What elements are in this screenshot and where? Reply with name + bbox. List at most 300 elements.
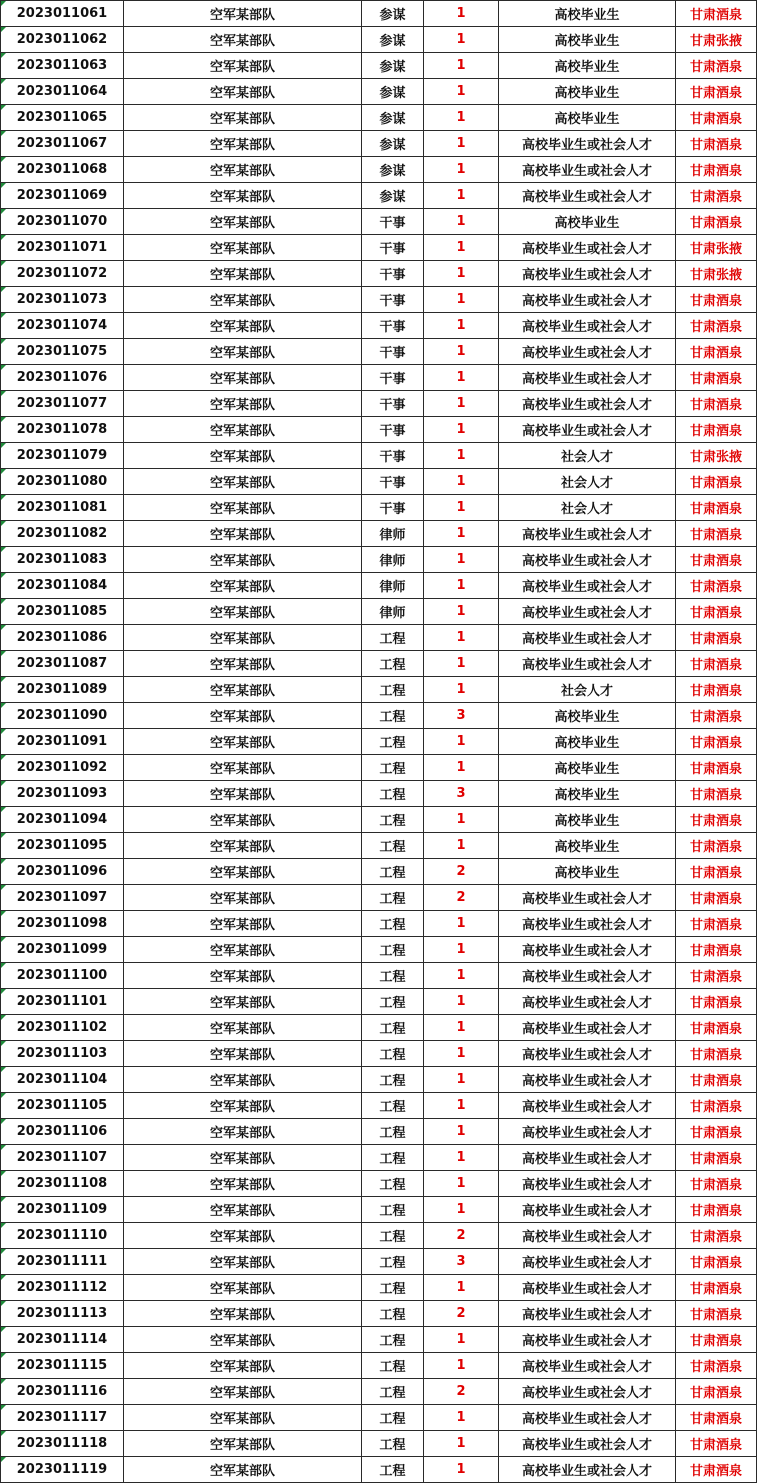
table-row [1, 417, 757, 443]
position-type-cell: 工程 [362, 729, 424, 755]
candidate-source-cell: 高校毕业生或社会人才 [499, 885, 676, 911]
headcount-cell: 1 [424, 157, 499, 183]
location-cell: 甘肃酒泉 [676, 157, 757, 183]
position-type-cell: 工程 [362, 911, 424, 937]
location-cell: 甘肃酒泉 [676, 1327, 757, 1353]
location-cell: 甘肃酒泉 [676, 885, 757, 911]
location-cell: 甘肃酒泉 [676, 963, 757, 989]
headcount-cell: 1 [424, 1041, 499, 1067]
position-code-cell: 2023011104 [1, 1067, 124, 1093]
table-row [1, 495, 757, 521]
position-type-cell: 干事 [362, 417, 424, 443]
location-cell: 甘肃酒泉 [676, 781, 757, 807]
position-code-cell: 2023011093 [1, 781, 124, 807]
candidate-source-cell: 高校毕业生或社会人才 [499, 963, 676, 989]
headcount-cell: 1 [424, 677, 499, 703]
position-type-cell: 工程 [362, 755, 424, 781]
location-cell: 甘肃酒泉 [676, 521, 757, 547]
headcount-cell: 1 [424, 79, 499, 105]
unit-name-cell: 空军某部队 [124, 131, 362, 157]
unit-name-cell: 空军某部队 [124, 79, 362, 105]
position-code-cell: 2023011115 [1, 1353, 124, 1379]
table-row [1, 1015, 757, 1041]
unit-name-cell: 空军某部队 [124, 261, 362, 287]
position-code-cell: 2023011107 [1, 1145, 124, 1171]
position-type-cell: 干事 [362, 313, 424, 339]
position-type-cell: 工程 [362, 703, 424, 729]
position-type-cell: 干事 [362, 443, 424, 469]
table-row [1, 391, 757, 417]
unit-name-cell: 空军某部队 [124, 1067, 362, 1093]
position-code-cell: 2023011073 [1, 287, 124, 313]
unit-name-cell: 空军某部队 [124, 1249, 362, 1275]
table-row [1, 1093, 757, 1119]
headcount-cell: 1 [424, 1093, 499, 1119]
table-row [1, 1405, 757, 1431]
candidate-source-cell: 高校毕业生 [499, 729, 676, 755]
headcount-cell: 2 [424, 859, 499, 885]
headcount-cell: 3 [424, 781, 499, 807]
candidate-source-cell: 高校毕业生或社会人才 [499, 131, 676, 157]
location-cell: 甘肃酒泉 [676, 1431, 757, 1457]
location-cell: 甘肃酒泉 [676, 651, 757, 677]
location-cell: 甘肃酒泉 [676, 755, 757, 781]
unit-name-cell: 空军某部队 [124, 677, 362, 703]
table-row [1, 27, 757, 53]
position-code-cell: 2023011076 [1, 365, 124, 391]
location-cell: 甘肃张掖 [676, 27, 757, 53]
location-cell: 甘肃酒泉 [676, 365, 757, 391]
candidate-source-cell: 高校毕业生 [499, 209, 676, 235]
position-code-cell: 2023011091 [1, 729, 124, 755]
table-row [1, 625, 757, 651]
position-code-cell: 2023011106 [1, 1119, 124, 1145]
position-type-cell: 工程 [362, 1223, 424, 1249]
position-code-cell: 2023011068 [1, 157, 124, 183]
table-row [1, 755, 757, 781]
candidate-source-cell: 高校毕业生 [499, 105, 676, 131]
candidate-source-cell: 高校毕业生或社会人才 [499, 1015, 676, 1041]
position-type-cell: 工程 [362, 625, 424, 651]
unit-name-cell: 空军某部队 [124, 1145, 362, 1171]
position-code-cell: 2023011064 [1, 79, 124, 105]
candidate-source-cell: 高校毕业生或社会人才 [499, 339, 676, 365]
position-code-cell: 2023011095 [1, 833, 124, 859]
table-row [1, 1171, 757, 1197]
table-row [1, 781, 757, 807]
position-type-cell: 干事 [362, 235, 424, 261]
candidate-source-cell: 高校毕业生或社会人才 [499, 1431, 676, 1457]
position-type-cell: 工程 [362, 833, 424, 859]
table-row [1, 937, 757, 963]
unit-name-cell: 空军某部队 [124, 651, 362, 677]
headcount-cell: 1 [424, 1145, 499, 1171]
headcount-cell: 1 [424, 989, 499, 1015]
headcount-cell: 2 [424, 1379, 499, 1405]
unit-name-cell: 空军某部队 [124, 989, 362, 1015]
table-row [1, 1119, 757, 1145]
table-row [1, 1457, 757, 1483]
table-row [1, 885, 757, 911]
position-type-cell: 工程 [362, 1405, 424, 1431]
headcount-cell: 1 [424, 1353, 499, 1379]
table-row [1, 339, 757, 365]
location-cell: 甘肃酒泉 [676, 1015, 757, 1041]
candidate-source-cell: 高校毕业生或社会人才 [499, 573, 676, 599]
candidate-source-cell: 高校毕业生或社会人才 [499, 599, 676, 625]
location-cell: 甘肃酒泉 [676, 391, 757, 417]
position-type-cell: 工程 [362, 1171, 424, 1197]
location-cell: 甘肃酒泉 [676, 1353, 757, 1379]
location-cell: 甘肃酒泉 [676, 131, 757, 157]
unit-name-cell: 空军某部队 [124, 27, 362, 53]
location-cell: 甘肃酒泉 [676, 1223, 757, 1249]
unit-name-cell: 空军某部队 [124, 625, 362, 651]
headcount-cell: 1 [424, 27, 499, 53]
headcount-cell: 1 [424, 599, 499, 625]
table-row [1, 105, 757, 131]
position-code-cell: 2023011111 [1, 1249, 124, 1275]
candidate-source-cell: 高校毕业生 [499, 781, 676, 807]
headcount-cell: 1 [424, 625, 499, 651]
unit-name-cell: 空军某部队 [124, 911, 362, 937]
table-row [1, 1197, 757, 1223]
table-row [1, 1223, 757, 1249]
unit-name-cell: 空军某部队 [124, 1171, 362, 1197]
position-type-cell: 工程 [362, 963, 424, 989]
position-code-cell: 2023011114 [1, 1327, 124, 1353]
position-type-cell: 工程 [362, 1379, 424, 1405]
table-row [1, 1379, 757, 1405]
candidate-source-cell: 社会人才 [499, 677, 676, 703]
headcount-cell: 1 [424, 313, 499, 339]
location-cell: 甘肃酒泉 [676, 105, 757, 131]
position-code-cell: 2023011109 [1, 1197, 124, 1223]
candidate-source-cell: 高校毕业生或社会人才 [499, 651, 676, 677]
headcount-cell: 1 [424, 209, 499, 235]
position-code-cell: 2023011116 [1, 1379, 124, 1405]
table-row [1, 261, 757, 287]
table-row [1, 443, 757, 469]
candidate-source-cell: 高校毕业生或社会人才 [499, 1119, 676, 1145]
unit-name-cell: 空军某部队 [124, 1015, 362, 1041]
location-cell: 甘肃酒泉 [676, 859, 757, 885]
candidate-source-cell: 高校毕业生或社会人才 [499, 1327, 676, 1353]
position-type-cell: 工程 [362, 1119, 424, 1145]
candidate-source-cell: 高校毕业生或社会人才 [499, 1301, 676, 1327]
position-type-cell: 干事 [362, 365, 424, 391]
position-type-cell: 干事 [362, 495, 424, 521]
position-code-cell: 2023011092 [1, 755, 124, 781]
unit-name-cell: 空军某部队 [124, 365, 362, 391]
table-row [1, 729, 757, 755]
headcount-cell: 1 [424, 521, 499, 547]
position-code-cell: 2023011065 [1, 105, 124, 131]
table-row [1, 131, 757, 157]
position-code-cell: 2023011090 [1, 703, 124, 729]
position-type-cell: 工程 [362, 1249, 424, 1275]
candidate-source-cell: 高校毕业生或社会人才 [499, 261, 676, 287]
unit-name-cell: 空军某部队 [124, 937, 362, 963]
location-cell: 甘肃张掖 [676, 443, 757, 469]
location-cell: 甘肃酒泉 [676, 1457, 757, 1483]
position-code-cell: 2023011074 [1, 313, 124, 339]
headcount-cell: 1 [424, 391, 499, 417]
headcount-cell: 1 [424, 1197, 499, 1223]
location-cell: 甘肃酒泉 [676, 599, 757, 625]
candidate-source-cell: 高校毕业生或社会人才 [499, 1145, 676, 1171]
table-row [1, 53, 757, 79]
location-cell: 甘肃酒泉 [676, 183, 757, 209]
table-row [1, 313, 757, 339]
position-type-cell: 参谋 [362, 105, 424, 131]
headcount-cell: 1 [424, 183, 499, 209]
candidate-source-cell: 社会人才 [499, 495, 676, 521]
table-row [1, 1275, 757, 1301]
position-type-cell: 工程 [362, 937, 424, 963]
table-row [1, 1, 757, 27]
headcount-cell: 1 [424, 1171, 499, 1197]
candidate-source-cell: 高校毕业生或社会人才 [499, 625, 676, 651]
candidate-source-cell: 高校毕业生或社会人才 [499, 391, 676, 417]
headcount-cell: 1 [424, 1015, 499, 1041]
candidate-source-cell: 高校毕业生 [499, 807, 676, 833]
position-type-cell: 律师 [362, 547, 424, 573]
unit-name-cell: 空军某部队 [124, 755, 362, 781]
location-cell: 甘肃酒泉 [676, 729, 757, 755]
position-code-cell: 2023011082 [1, 521, 124, 547]
unit-name-cell: 空军某部队 [124, 781, 362, 807]
position-type-cell: 工程 [362, 1275, 424, 1301]
table-row [1, 833, 757, 859]
location-cell: 甘肃酒泉 [676, 573, 757, 599]
candidate-source-cell: 高校毕业生或社会人才 [499, 417, 676, 443]
candidate-source-cell: 高校毕业生或社会人才 [499, 937, 676, 963]
position-code-cell: 2023011086 [1, 625, 124, 651]
position-type-cell: 工程 [362, 1431, 424, 1457]
unit-name-cell: 空军某部队 [124, 53, 362, 79]
table-row [1, 859, 757, 885]
headcount-cell: 1 [424, 365, 499, 391]
position-code-cell: 2023011119 [1, 1457, 124, 1483]
table-row [1, 235, 757, 261]
headcount-cell: 1 [424, 417, 499, 443]
candidate-source-cell: 高校毕业生或社会人才 [499, 1249, 676, 1275]
candidate-source-cell: 高校毕业生或社会人才 [499, 287, 676, 313]
unit-name-cell: 空军某部队 [124, 963, 362, 989]
candidate-source-cell: 高校毕业生 [499, 833, 676, 859]
position-code-cell: 2023011118 [1, 1431, 124, 1457]
headcount-cell: 3 [424, 703, 499, 729]
headcount-cell: 1 [424, 443, 499, 469]
location-cell: 甘肃酒泉 [676, 625, 757, 651]
table-row [1, 703, 757, 729]
unit-name-cell: 空军某部队 [124, 287, 362, 313]
unit-name-cell: 空军某部队 [124, 573, 362, 599]
position-code-cell: 2023011117 [1, 1405, 124, 1431]
headcount-cell: 1 [424, 1, 499, 27]
location-cell: 甘肃张掖 [676, 235, 757, 261]
position-type-cell: 工程 [362, 651, 424, 677]
headcount-cell: 1 [424, 937, 499, 963]
unit-name-cell: 空军某部队 [124, 599, 362, 625]
position-type-cell: 工程 [362, 677, 424, 703]
headcount-cell: 2 [424, 885, 499, 911]
position-type-cell: 工程 [362, 1093, 424, 1119]
location-cell: 甘肃酒泉 [676, 339, 757, 365]
position-code-cell: 2023011108 [1, 1171, 124, 1197]
location-cell: 甘肃酒泉 [676, 677, 757, 703]
headcount-cell: 1 [424, 729, 499, 755]
position-code-cell: 2023011070 [1, 209, 124, 235]
candidate-source-cell: 高校毕业生 [499, 27, 676, 53]
position-type-cell: 参谋 [362, 53, 424, 79]
unit-name-cell: 空军某部队 [124, 521, 362, 547]
candidate-source-cell: 高校毕业生或社会人才 [499, 989, 676, 1015]
position-code-cell: 2023011101 [1, 989, 124, 1015]
table-row [1, 1145, 757, 1171]
table-row [1, 469, 757, 495]
position-type-cell: 干事 [362, 261, 424, 287]
unit-name-cell: 空军某部队 [124, 1327, 362, 1353]
headcount-cell: 1 [424, 469, 499, 495]
candidate-source-cell: 社会人才 [499, 443, 676, 469]
position-code-cell: 2023011080 [1, 469, 124, 495]
position-type-cell: 工程 [362, 1197, 424, 1223]
position-type-cell: 干事 [362, 287, 424, 313]
position-code-cell: 2023011077 [1, 391, 124, 417]
location-cell: 甘肃酒泉 [676, 1067, 757, 1093]
position-code-cell: 2023011103 [1, 1041, 124, 1067]
unit-name-cell: 空军某部队 [124, 209, 362, 235]
position-type-cell: 工程 [362, 807, 424, 833]
position-code-cell: 2023011078 [1, 417, 124, 443]
headcount-cell: 1 [424, 911, 499, 937]
unit-name-cell: 空军某部队 [124, 313, 362, 339]
unit-name-cell: 空军某部队 [124, 495, 362, 521]
location-cell: 甘肃酒泉 [676, 703, 757, 729]
position-type-cell: 参谋 [362, 27, 424, 53]
headcount-cell: 1 [424, 1275, 499, 1301]
unit-name-cell: 空军某部队 [124, 1431, 362, 1457]
table-row [1, 1431, 757, 1457]
unit-name-cell: 空军某部队 [124, 235, 362, 261]
headcount-cell: 3 [424, 1249, 499, 1275]
position-code-cell: 2023011071 [1, 235, 124, 261]
position-code-cell: 2023011067 [1, 131, 124, 157]
position-type-cell: 干事 [362, 209, 424, 235]
location-cell: 甘肃酒泉 [676, 1119, 757, 1145]
candidate-source-cell: 高校毕业生 [499, 755, 676, 781]
position-code-cell: 2023011087 [1, 651, 124, 677]
headcount-cell: 1 [424, 105, 499, 131]
candidate-source-cell: 高校毕业生或社会人才 [499, 547, 676, 573]
table-row [1, 183, 757, 209]
candidate-source-cell: 高校毕业生或社会人才 [499, 313, 676, 339]
headcount-cell: 1 [424, 833, 499, 859]
location-cell: 甘肃酒泉 [676, 1, 757, 27]
position-code-cell: 2023011094 [1, 807, 124, 833]
headcount-cell: 1 [424, 1327, 499, 1353]
location-cell: 甘肃酒泉 [676, 1405, 757, 1431]
headcount-cell: 1 [424, 1067, 499, 1093]
unit-name-cell: 空军某部队 [124, 1301, 362, 1327]
headcount-cell: 2 [424, 1223, 499, 1249]
location-cell: 甘肃酒泉 [676, 1301, 757, 1327]
unit-name-cell: 空军某部队 [124, 807, 362, 833]
table-row [1, 1327, 757, 1353]
unit-name-cell: 空军某部队 [124, 443, 362, 469]
unit-name-cell: 空军某部队 [124, 833, 362, 859]
table-body [1, 1, 757, 1483]
candidate-source-cell: 高校毕业生或社会人才 [499, 1223, 676, 1249]
candidate-source-cell: 高校毕业生或社会人才 [499, 1275, 676, 1301]
candidate-source-cell: 高校毕业生 [499, 1, 676, 27]
unit-name-cell: 空军某部队 [124, 1041, 362, 1067]
position-type-cell: 工程 [362, 859, 424, 885]
table-row [1, 365, 757, 391]
candidate-source-cell: 高校毕业生或社会人才 [499, 1197, 676, 1223]
candidate-source-cell: 高校毕业生或社会人才 [499, 1379, 676, 1405]
table-row [1, 157, 757, 183]
unit-name-cell: 空军某部队 [124, 1, 362, 27]
unit-name-cell: 空军某部队 [124, 1379, 362, 1405]
position-code-cell: 2023011099 [1, 937, 124, 963]
headcount-cell: 1 [424, 235, 499, 261]
position-code-cell: 2023011072 [1, 261, 124, 287]
location-cell: 甘肃酒泉 [676, 1379, 757, 1405]
position-type-cell: 干事 [362, 469, 424, 495]
table-row [1, 963, 757, 989]
candidate-source-cell: 高校毕业生或社会人才 [499, 1353, 676, 1379]
location-cell: 甘肃酒泉 [676, 209, 757, 235]
headcount-cell: 1 [424, 53, 499, 79]
position-code-cell: 2023011110 [1, 1223, 124, 1249]
unit-name-cell: 空军某部队 [124, 547, 362, 573]
headcount-cell: 1 [424, 339, 499, 365]
position-type-cell: 工程 [362, 989, 424, 1015]
position-code-cell: 2023011105 [1, 1093, 124, 1119]
position-type-cell: 工程 [362, 1041, 424, 1067]
position-type-cell: 工程 [362, 1301, 424, 1327]
position-type-cell: 参谋 [362, 1, 424, 27]
location-cell: 甘肃酒泉 [676, 1249, 757, 1275]
candidate-source-cell: 高校毕业生或社会人才 [499, 911, 676, 937]
unit-name-cell: 空军某部队 [124, 339, 362, 365]
headcount-cell: 1 [424, 573, 499, 599]
position-type-cell: 工程 [362, 1457, 424, 1483]
location-cell: 甘肃酒泉 [676, 807, 757, 833]
location-cell: 甘肃酒泉 [676, 833, 757, 859]
candidate-source-cell: 高校毕业生或社会人才 [499, 1171, 676, 1197]
table-row [1, 79, 757, 105]
position-code-cell: 2023011100 [1, 963, 124, 989]
position-code-cell: 2023011063 [1, 53, 124, 79]
unit-name-cell: 空军某部队 [124, 1353, 362, 1379]
location-cell: 甘肃酒泉 [676, 1197, 757, 1223]
headcount-cell: 1 [424, 1405, 499, 1431]
position-code-cell: 2023011096 [1, 859, 124, 885]
position-code-cell: 2023011098 [1, 911, 124, 937]
candidate-source-cell: 高校毕业生 [499, 703, 676, 729]
unit-name-cell: 空军某部队 [124, 183, 362, 209]
unit-name-cell: 空军某部队 [124, 417, 362, 443]
location-cell: 甘肃酒泉 [676, 469, 757, 495]
table-row [1, 521, 757, 547]
position-code-cell: 2023011089 [1, 677, 124, 703]
unit-name-cell: 空军某部队 [124, 1405, 362, 1431]
table-row [1, 287, 757, 313]
